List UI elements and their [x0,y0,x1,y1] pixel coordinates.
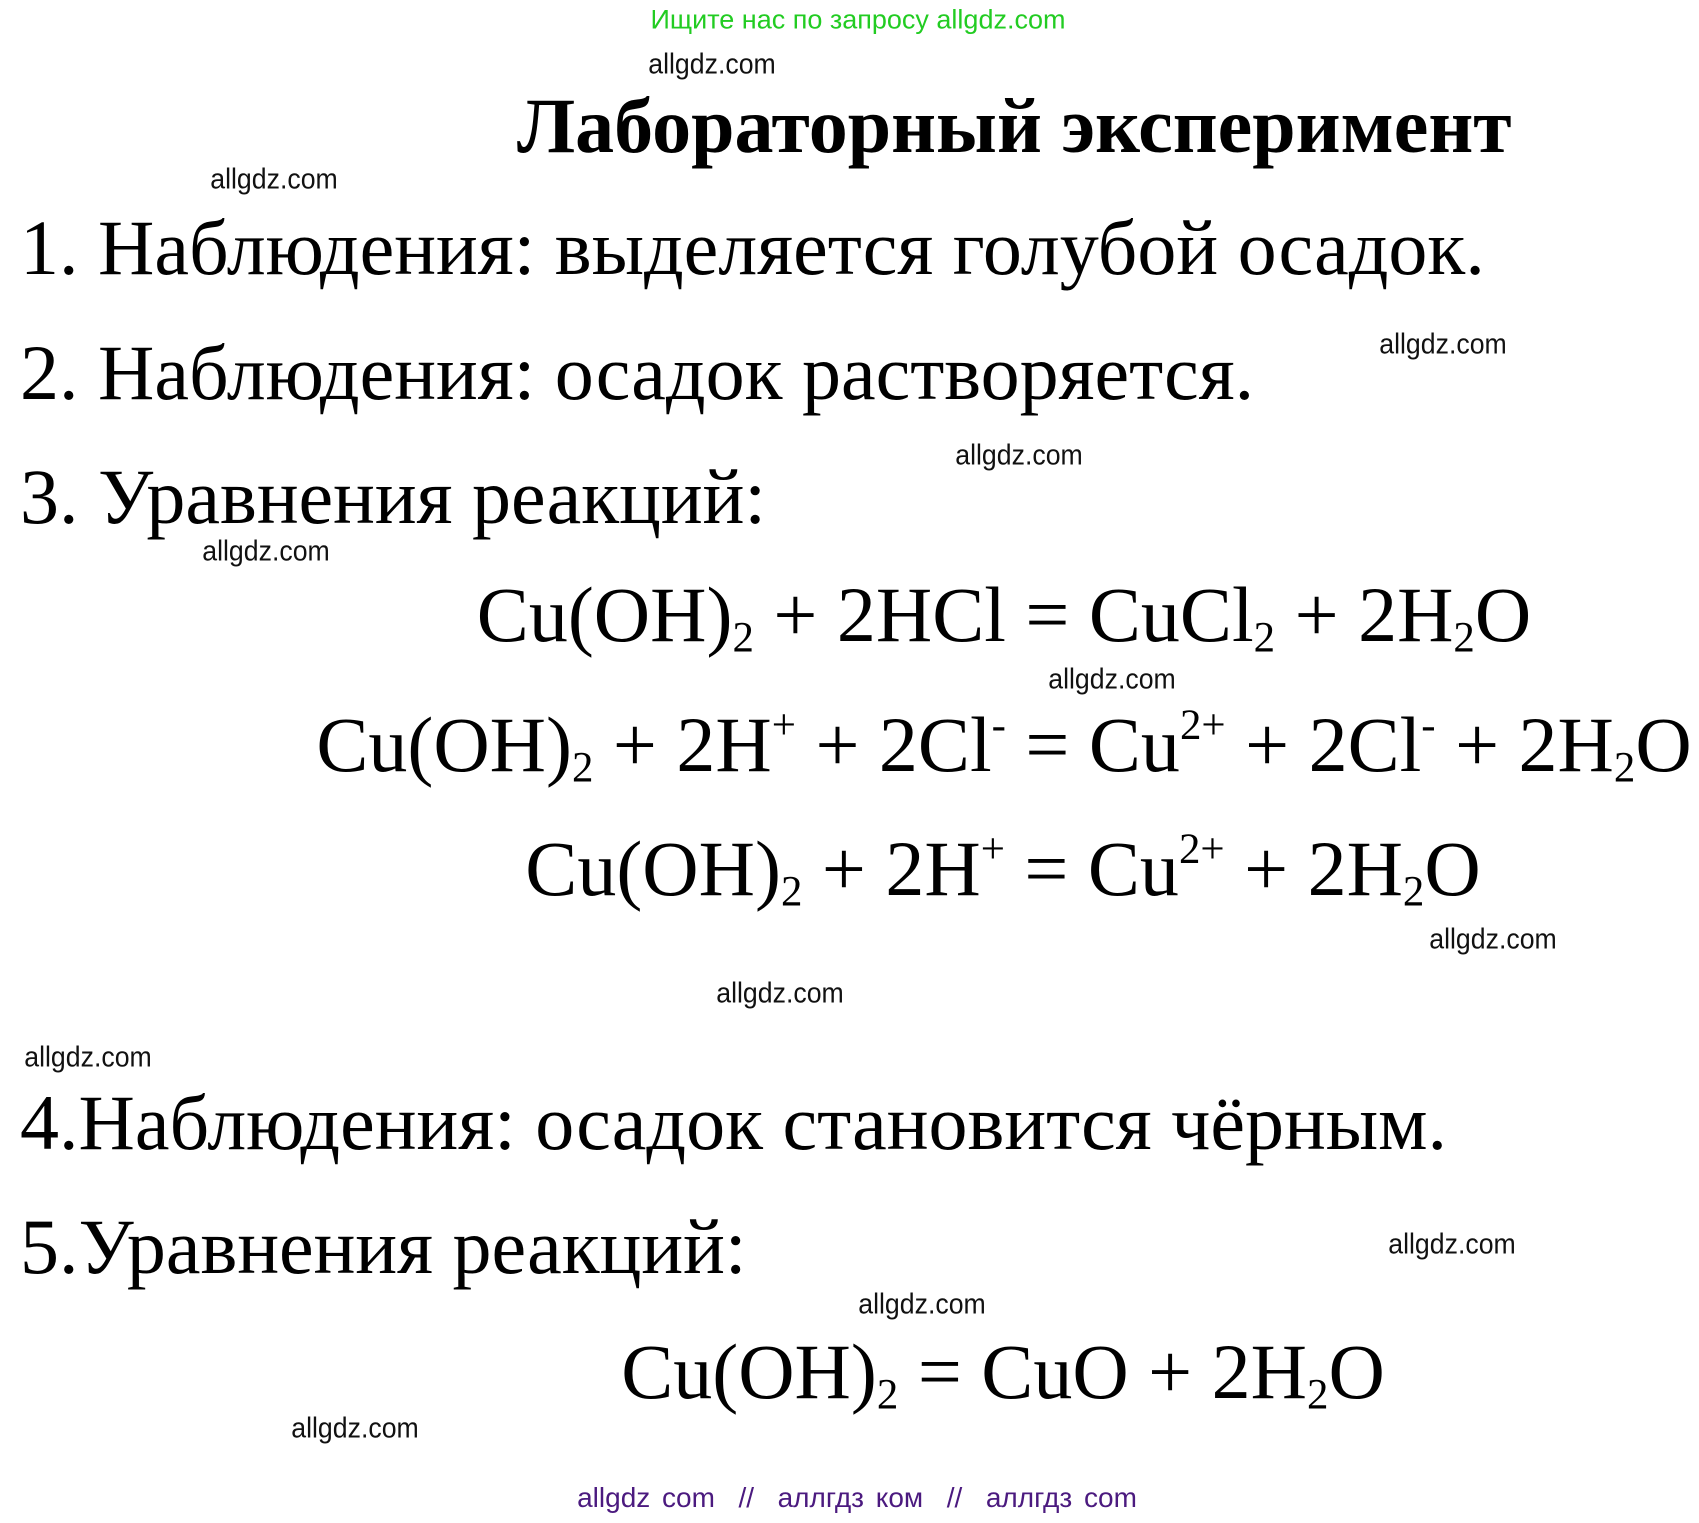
equation-text: + 2H [1224,825,1403,912]
equation-text: Cu(OH) [621,1328,877,1415]
equation-full-ionic [316,701,1692,792]
search-hint: Ищите нас по запросу allgdz.com [650,4,1066,35]
equation-text: O [1328,1328,1385,1415]
equation-short-ionic [525,825,1481,916]
equation-molecular [476,571,1532,662]
watermark: allgdz.com [24,1041,152,1074]
watermark: allgdz.com [1388,1228,1516,1261]
footer-links: allgdz com // аллгдз ком // аллгдз com [577,1482,1137,1513]
equation-text: = Cu [1005,701,1180,788]
watermark: allgdz.com [1429,923,1557,956]
watermark: allgdz.com [1379,328,1507,361]
equation-text: + 2H [802,825,981,912]
equation-text: + 2H [1275,571,1454,658]
watermark: allgdz.com [202,535,330,568]
watermark: allgdz.com [648,48,776,81]
watermark: allgdz.com [858,1288,986,1321]
equation-text: + 2HCl = CuCl [753,571,1254,658]
equation-text: O [1474,571,1532,658]
watermark: allgdz.com [955,439,1083,472]
watermark: allgdz.com [291,1412,419,1445]
subscript: 2 [1402,868,1425,916]
page-title: Лабораторный эксперимент [517,82,1512,169]
equation-text: + 2H [1435,701,1614,788]
subscript: 2 [1613,744,1636,792]
subscript: 2 [1253,614,1276,662]
equation-text: + 2Cl [795,701,992,788]
superscript: 2+ [1178,825,1225,873]
equation-text: = Cu [1004,825,1179,912]
superscript: + [771,701,796,749]
superscript: - [1421,701,1436,749]
subscript: 2 [780,868,803,916]
equation-text: + 2Cl [1225,701,1422,788]
equation-text: O [1424,825,1481,912]
item-4: 4.Наблюдения: осадок становится чёрным. [20,1079,1447,1166]
subscript: 2 [1306,1371,1329,1419]
equation-text: + 2H [593,701,772,788]
equation-text: Cu(OH) [525,825,781,912]
equation-text: Cu(OH) [476,571,733,658]
equation-text: O [1635,701,1692,788]
watermark: allgdz.com [210,163,338,196]
item-1: 1. Наблюдения: выделяется голубой осадок. [20,204,1485,291]
superscript: + [980,825,1005,873]
watermark: allgdz.com [1048,663,1176,696]
subscript: 2 [571,744,594,792]
watermark: allgdz.com [716,977,844,1010]
superscript: - [991,701,1006,749]
item-3: 3. Уравнения реакций: [20,453,767,540]
equation-text: = CuO + 2H [898,1328,1307,1415]
subscript: 2 [876,1371,899,1419]
superscript: 2+ [1179,701,1226,749]
subscript: 2 [1453,614,1475,662]
item-5: 5.Уравнения реакций: [20,1203,747,1290]
item-2: 2. Наблюдения: осадок растворяется. [20,329,1255,416]
subscript: 2 [732,614,754,662]
equation-decomposition [621,1328,1385,1419]
equation-text: Cu(OH) [316,701,572,788]
